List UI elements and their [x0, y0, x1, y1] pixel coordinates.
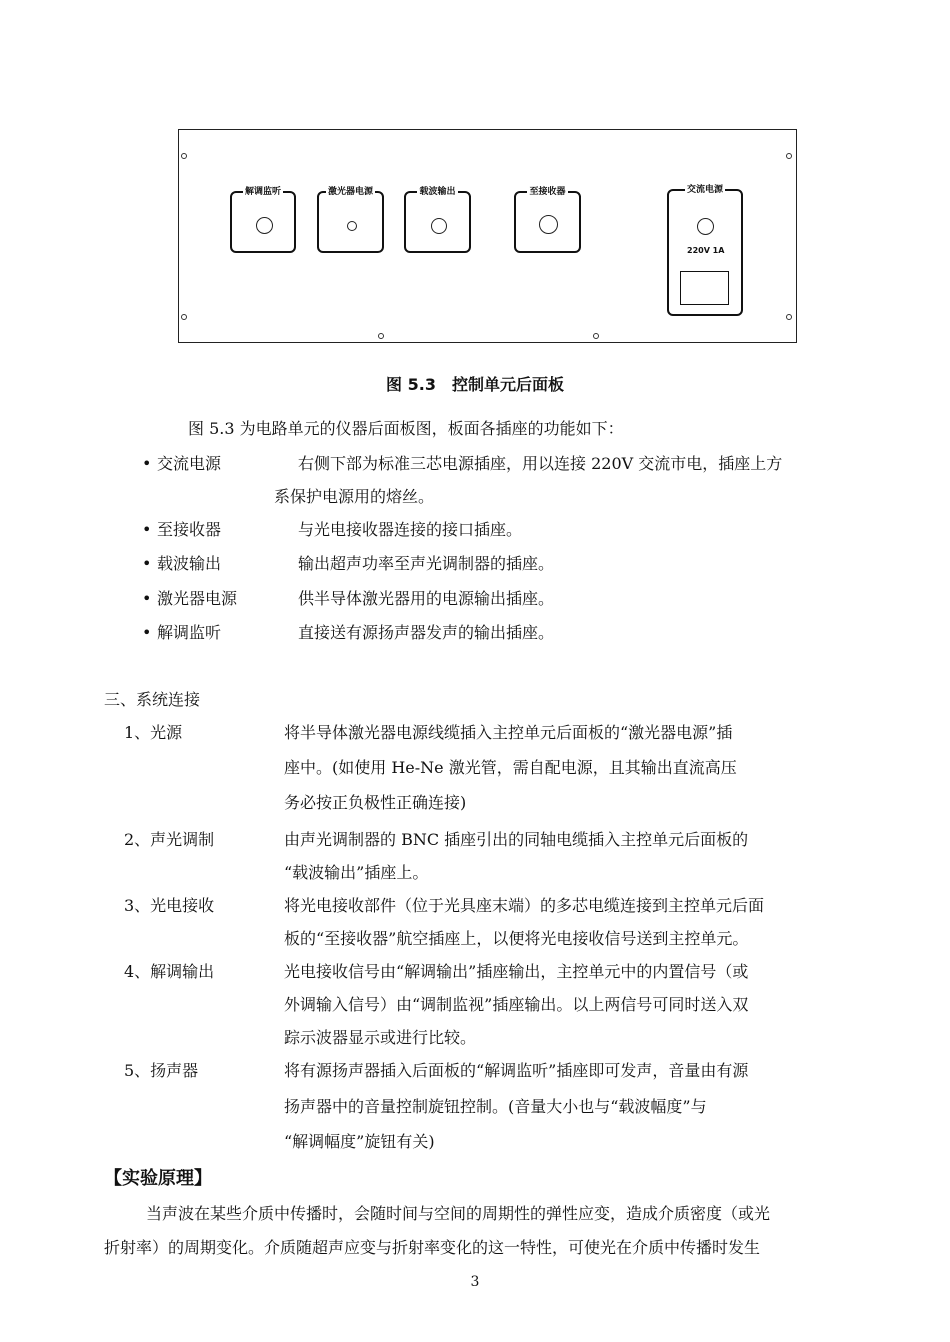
bullet-icon: •: [142, 589, 152, 608]
socket-laser-power: [317, 187, 384, 253]
page-number: 3: [470, 1274, 480, 1290]
connection-label: 1、光源: [124, 723, 183, 742]
function-name: 解调监听: [157, 623, 222, 642]
connection-line: “载波输出”插座上。: [284, 863, 429, 882]
screw-icon: [181, 314, 187, 320]
bullet-icon: •: [142, 623, 152, 642]
screw-icon: [181, 153, 187, 159]
connection-line: 务必按正负极性正确连接): [284, 793, 467, 812]
principle-line: 当声波在某些介质中传播时，会随时间与空间的周期性的弹性应变，造成介质密度（或光: [146, 1204, 771, 1223]
jack-icon: [431, 218, 447, 234]
function-name: 载波输出: [157, 554, 222, 573]
socket-to-receiver: [514, 187, 581, 253]
connection-line: 扬声器中的音量控制旋钮控制。(音量大小也与“载波幅度”与: [284, 1097, 707, 1116]
function-name: 激光器电源: [157, 589, 238, 608]
function-name: 交流电源: [157, 454, 222, 473]
principle-line: 折射率）的周期变化。介质随超声应变与折射率变化的这一特性，可使光在介质中传播时发生: [104, 1238, 761, 1257]
socket-ac-power: [667, 185, 743, 316]
jack-icon: [539, 215, 558, 234]
function-desc: 右侧下部为标准三芯电源插座，用以连接 220V 交流市电，插座上方: [298, 454, 783, 473]
connection-line: 将有源扬声器插入后面板的“解调监听”插座即可发声，音量由有源: [284, 1061, 749, 1080]
jack-icon: [347, 221, 357, 231]
function-name: 至接收器: [157, 520, 222, 539]
bullet-icon: •: [142, 520, 152, 539]
function-desc: 输出超声功率至声光调制器的插座。: [298, 554, 555, 573]
socket-label: 解调监听: [244, 187, 281, 197]
function-desc: 系保护电源用的熔丝。: [274, 487, 435, 506]
connection-label: 4、解调输出: [124, 962, 215, 981]
screw-icon: [593, 333, 599, 339]
principle-heading: 【实验原理】: [104, 1168, 212, 1189]
function-desc: 直接送有源扬声器发声的输出插座。: [298, 623, 555, 642]
rear-panel-figure: [178, 129, 797, 343]
screw-icon: [786, 153, 792, 159]
fuse-rating: 220V 1A: [687, 246, 725, 255]
socket-label: 至接收器: [529, 187, 566, 197]
connection-line: 外调输入信号）由“调制监视”插座输出。以上两信号可同时送入双: [284, 995, 749, 1014]
connection-line: 由声光调制器的 BNC 插座引出的同轴电缆插入主控单元后面板的: [284, 830, 749, 849]
connection-line: “解调幅度”旋钮有关): [284, 1132, 435, 1151]
connection-label: 5、扬声器: [124, 1061, 199, 1080]
screw-icon: [786, 314, 792, 320]
connection-line: 将半导体激光器电源线缆插入主控单元后面板的“激光器电源”插: [284, 723, 733, 742]
power-inlet-icon: [680, 271, 729, 305]
bullet-icon: •: [142, 554, 152, 573]
connection-line: 板的“至接收器”航空插座上，以便将光电接收信号送到主控单元。: [284, 929, 749, 948]
fuse-holder-icon: [697, 218, 714, 235]
connection-label: 2、声光调制: [124, 830, 215, 849]
screw-icon: [378, 333, 384, 339]
section-heading: 三、系统连接: [104, 690, 201, 709]
connection-label: 3、光电接收: [124, 896, 215, 915]
function-desc: 供半导体激光器用的电源输出插座。: [298, 589, 555, 608]
socket-carrier-output: [404, 187, 471, 253]
socket-label: 载波输出: [419, 187, 456, 197]
connection-line: 将光电接收部件（位于光具座末端）的多芯电缆连接到主控单元后面: [284, 896, 765, 915]
connection-line: 踪示波器显示或进行比较。: [284, 1028, 477, 1047]
socket-label: 激光器电源: [327, 187, 373, 197]
bullet-icon: •: [142, 454, 152, 473]
figure-caption: 图 5.3 控制单元后面板: [386, 375, 564, 394]
socket-label: 交流电源: [686, 185, 723, 195]
connection-line: 座中。(如使用 He-Ne 激光管，需自配电源，且其输出直流高压: [284, 758, 737, 777]
intro-text: 图 5.3 为电路单元的仪器后面板图，板面各插座的功能如下：: [188, 419, 624, 438]
socket-demod-monitor: [230, 187, 296, 253]
function-desc: 与光电接收器连接的接口插座。: [298, 520, 523, 539]
jack-icon: [256, 217, 273, 234]
connection-line: 光电接收信号由“解调输出”插座输出，主控单元中的内置信号（或: [284, 962, 749, 981]
